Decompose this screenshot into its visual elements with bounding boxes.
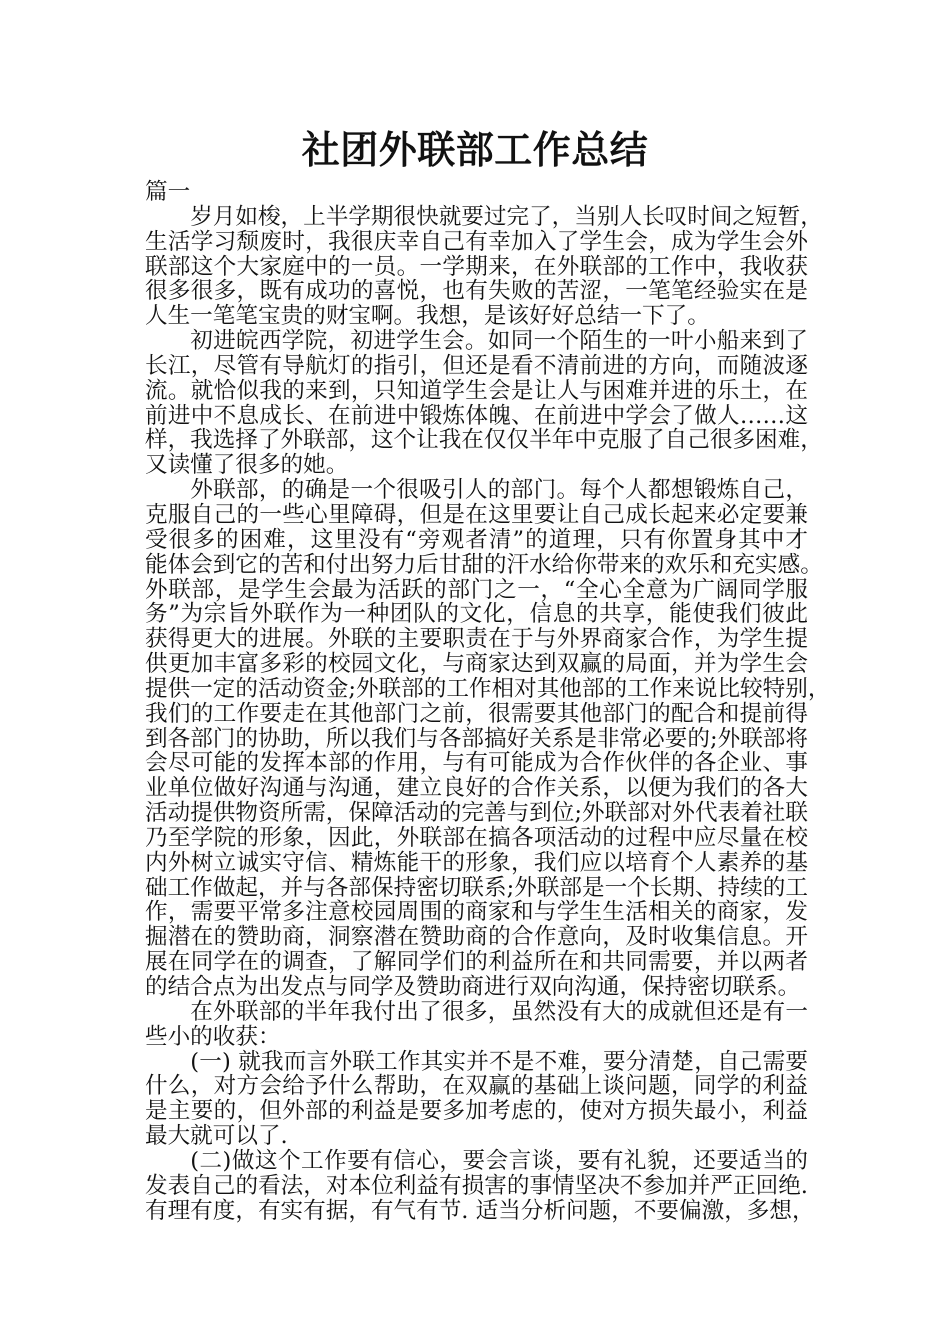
- text-line: 我们的工作要走在其他部门之前，很需要其他部门的配合和提前得: [145, 700, 808, 727]
- text-line: 些小的收获：: [145, 1023, 281, 1050]
- text-line: 很多很多，既有成功的喜悦，也有失败的苦涩，一笔笔经验实在是: [145, 278, 808, 305]
- text-line: 获得更大的进展。外联的主要职责在于与外界商家合作，为学生提: [145, 626, 808, 653]
- section-label: 篇一: [145, 179, 191, 205]
- text-line: 在外联部的半年我付出了很多，虽然没有大的成就但还是有一: [190, 998, 808, 1025]
- paragraph: [145, 1050, 808, 1149]
- text-line: 又读懂了很多的她。: [145, 452, 349, 479]
- text-line: 能体会到它的苦和付出努力后甘甜的汗水给你带来的欢乐和充实感。: [145, 551, 823, 578]
- text-line: 长江，尽管有导航灯的指引，但还是看不清前进的方向，而随波逐: [145, 352, 808, 379]
- paragraph: [145, 1147, 815, 1224]
- text-line: 前进中不息成长、在前进中锻炼体魄、在前进中学会了做人……这: [145, 402, 808, 429]
- text-line: 础工作做起，并与各部保持密切联系;外联部是一个长期、持续的工: [145, 874, 808, 901]
- text-line: 什么，对方会给予什么帮助，在双赢的基础上谈问题，同学的利益: [145, 1073, 808, 1100]
- paragraph: [145, 328, 823, 479]
- text-line: (一) 就我而言外联工作其实并不是不难，要分清楚，自己需要: [190, 1048, 808, 1075]
- document-body: [145, 179, 831, 1224]
- text-line: 的结合点为出发点与同学及赞助商进行双向沟通，保持密切联系。: [145, 974, 801, 1000]
- text-line: 活动提供物资所需，保障活动的完善与到位;外联部对外代表着社联: [145, 800, 808, 827]
- text-line: 最大就可以了.: [145, 1123, 288, 1150]
- text-line: 样，我选择了外联部，这个让我在仅仅半年中克服了自己很多困难，: [145, 427, 823, 454]
- text-line: 务”为宗旨外联作为一种团队的文化，信息的共享，能使我们彼此: [145, 601, 808, 628]
- paragraph: [145, 203, 823, 330]
- text-line: 内外树立诚实守信、精炼能干的形象，我们应以培育个人素养的基: [145, 849, 808, 876]
- document-title: 社团外联部工作总结: [301, 128, 649, 172]
- text-line: 供更加丰富多彩的校园文化，与商家达到双赢的局面，并为学生会: [145, 651, 808, 678]
- text-line: 业单位做好沟通与沟通，建立良好的合作关系，以便为我们的各大: [145, 775, 808, 802]
- text-line: 初进皖西学院，初进学生会。如同一个陌生的一叶小船来到了: [190, 328, 808, 355]
- text-line: 联部这个大家庭中的一员。一学期来，在外联部的工作中，我收获: [145, 253, 808, 280]
- text-line: 生活学习颓废时，我很庆幸自己有幸加入了学生会，成为学生会外: [145, 228, 808, 255]
- text-line: 克服自己的一些心里障碍，但是在这里要让自己成长起来必定要兼: [145, 501, 808, 528]
- text-line: 受很多的困难，这里没有“旁观者清”的道理，只有你置身其中才: [145, 526, 808, 553]
- text-line: 会尽可能的发挥本部的作用，与有可能成为合作伙伴的各企业、事: [145, 750, 808, 777]
- text-line: 岁月如梭，上半学期很快就要过完了，当别人长叹时间之短暂，: [190, 203, 823, 230]
- text-line: 到各部门的协助，所以我们与各部搞好关系是非常必要的;外联部将: [145, 725, 808, 752]
- text-line: 提供一定的活动资金;外联部的工作相对其他部的工作来说比较特别，: [145, 675, 831, 702]
- text-line: 发表自己的看法，对本位利益有损害的事情坚决不参加并严正回绝.: [145, 1172, 808, 1199]
- text-line: 是主要的，但外部的利益是要多加考虑的，使对方损失最小，利益: [145, 1098, 808, 1125]
- text-line: 外联部，的确是一个很吸引人的部门。每个人都想锻炼自己，: [190, 477, 808, 504]
- text-line: 作，需要平常多注意校园周围的商家和与学生生活相关的商家，发: [145, 899, 808, 926]
- text-line: 有理有度，有实有据，有气有节. 适当分析问题，不要偏激，多想，: [145, 1197, 815, 1224]
- text-line: 展在同学在的调查，了解同学们的利益所在和共同需要，并以两者: [145, 949, 808, 976]
- paragraph: [145, 477, 831, 1000]
- paragraph: [145, 1000, 808, 1050]
- text-line: 外联部，是学生会最为活跃的部门之一，“全心全意为广阔同学服: [145, 576, 808, 603]
- text-line: 乃至学院的形象，因此，外联部在搞各项活动的过程中应尽量在校: [145, 824, 808, 851]
- text-line: 人生一笔笔宝贵的财宝啊。我想，是该好好总结一下了。: [145, 303, 710, 330]
- text-line: 掘潜在的赞助商，洞察潜在赞助商的合作意向，及时收集信息。开: [145, 924, 808, 951]
- text-line: (二)做这个工作要有信心，要会言谈，要有礼貌，还要适当的: [190, 1147, 808, 1174]
- text-line: 流。就恰似我的来到，只知道学生会是让人与困难并进的乐土，在: [145, 377, 808, 404]
